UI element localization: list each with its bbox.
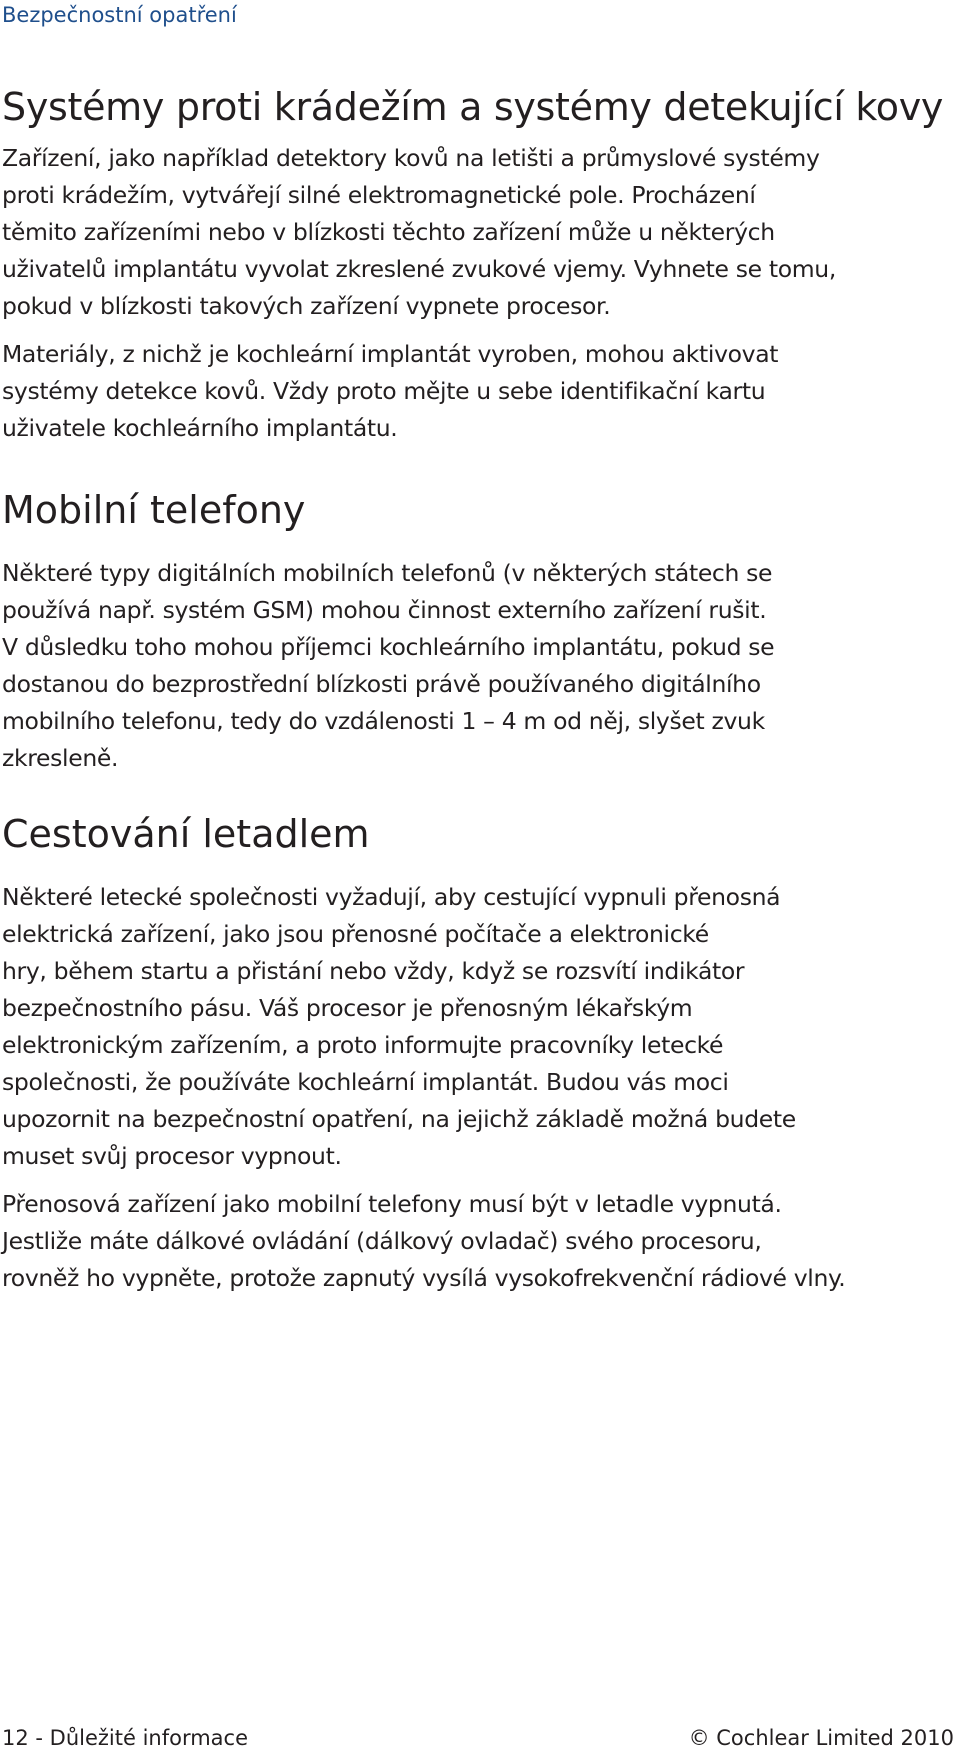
section-heading-air-travel: Cestování letadlem	[2, 812, 370, 856]
page-content	[2, 82, 957, 1297]
text-line: mobilního telefonu, tedy do vzdálenosti 1 – 4 m od něj, slyšet zvuk	[2, 707, 765, 735]
section-air-travel	[2, 809, 957, 1297]
text-line: Některé letecké společnosti vyžadují, aby cestující vypnuli přenosná	[2, 883, 781, 911]
text-line: elektrická zařízení, jako jsou přenosné počítače a elektronické	[2, 920, 709, 948]
text-line: proti krádežím, vytvářejí silné elektromagnetické pole. Procházení	[2, 181, 756, 209]
text-line: společnosti, že používáte kochleární implantát. Budou vás moci	[2, 1068, 729, 1096]
footer-copyright: © Cochlear Limited 2010	[688, 1726, 954, 1750]
text-line: Některé typy digitálních mobilních telefonů (v některých státech se	[2, 559, 773, 587]
section-anti-theft-metal-detection	[2, 82, 957, 447]
footer-page-label: 12 - Důležité informace	[2, 1726, 249, 1750]
text-line: uživatele kochleárního implantátu.	[2, 414, 398, 442]
text-line: zkresleně.	[2, 744, 119, 772]
text-line: Materiály, z nichž je kochleární implantát vyroben, mohou aktivovat	[2, 340, 779, 368]
paragraph-mobile-phone-interference	[2, 555, 957, 777]
running-header-section-title: Bezpečnostní opatření	[2, 3, 237, 27]
text-line: těmito zařízeními nebo v blízkosti těchto zařízení může u některých	[2, 218, 775, 246]
text-line: rovněž ho vypněte, protože zapnutý vysílá vysokofrekvenční rádiové vlny.	[2, 1264, 846, 1292]
text-line: Zařízení, jako například detektory kovů na letišti a průmyslové systémy	[2, 144, 820, 172]
text-line: V důsledku toho mohou příjemci kochleárního implantátu, pokud se	[2, 633, 775, 661]
text-line: muset svůj procesor vypnout.	[2, 1142, 342, 1170]
text-line: uživatelů implantátu vyvolat zkreslené zvukové vjemy. Vyhnete se tomu,	[2, 255, 836, 283]
paragraph-anti-theft-fields	[2, 140, 957, 325]
section-heading-anti-theft: Systémy proti krádežím a systémy detekující kovy	[2, 85, 944, 129]
paragraph-metal-detection-id-card	[2, 336, 957, 447]
section-heading-mobile-phones: Mobilní telefony	[2, 488, 306, 532]
text-line: elektronickým zařízením, a proto informujte pracovníky letecké	[2, 1031, 724, 1059]
section-mobile-phones	[2, 485, 957, 777]
text-line: systémy detekce kovů. Vždy proto mějte u sebe identifikační kartu	[2, 377, 766, 405]
text-line: Jestliže máte dálkové ovládání (dálkový ovladač) svého procesoru,	[2, 1227, 762, 1255]
text-line: dostanou do bezprostřední blízkosti právě používaného digitálního	[2, 670, 761, 698]
text-line: upozornit na bezpečnostní opatření, na jejichž základě možná budete	[2, 1105, 796, 1133]
paragraph-transmitting-devices	[2, 1186, 957, 1297]
text-line: pokud v blízkosti takových zařízení vypnete procesor.	[2, 292, 611, 320]
paragraph-airline-requirements	[2, 879, 957, 1175]
text-line: bezpečnostního pásu. Váš procesor je přenosným lékařským	[2, 994, 693, 1022]
text-line: používá např. systém GSM) mohou činnost externího zařízení rušit.	[2, 596, 767, 624]
text-line: hry, během startu a přistání nebo vždy, když se rozsvítí indikátor	[2, 957, 745, 985]
text-line: Přenosová zařízení jako mobilní telefony musí být v letadle vypnutá.	[2, 1190, 782, 1218]
